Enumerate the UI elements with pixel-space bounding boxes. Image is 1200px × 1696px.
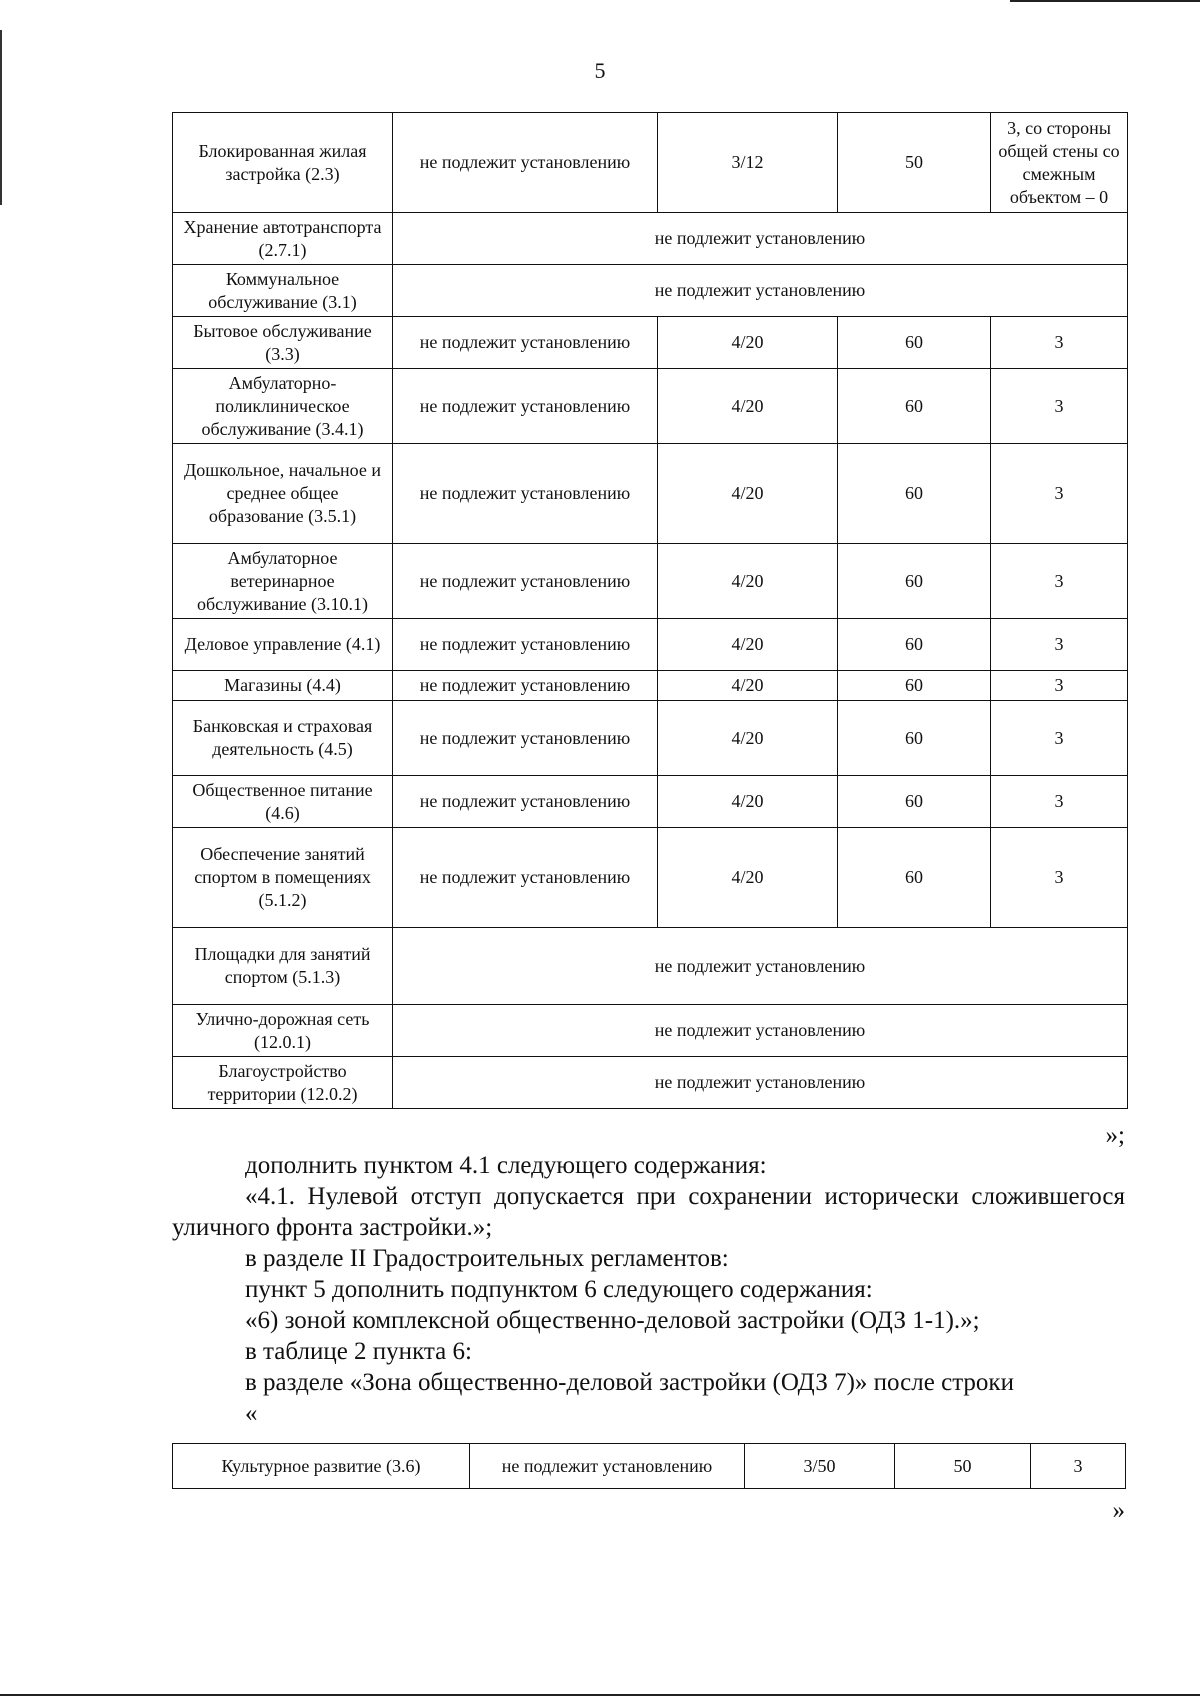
cell-name: Культурное развитие (3.6) [173, 1444, 470, 1489]
cell-value: 3 [1031, 1444, 1126, 1489]
cell-value: не подлежит установлению [393, 776, 658, 828]
cell-value: 3 [991, 828, 1128, 928]
cell-value: 4/20 [658, 701, 838, 776]
cell-value: 3 [991, 369, 1128, 444]
cell-value: 3, со стороны общей стены со смежным объектом – 0 [991, 113, 1128, 213]
table-row [173, 444, 1128, 544]
cell-value: не подлежит установлению [393, 317, 658, 369]
cell-value: 60 [838, 776, 991, 828]
cell-value: не подлежит установлению [393, 1057, 1128, 1109]
cell-name: Общественное питание (4.6) [173, 776, 393, 828]
cell-value: не подлежит установлению [393, 671, 658, 701]
scan-edge-left [0, 30, 2, 205]
cell-name: Амбулаторное ветеринарное обслуживание (3.10.1) [173, 544, 393, 619]
cell-value: 4/20 [658, 317, 838, 369]
table-row [173, 369, 1128, 444]
scan-edge-top-right [1010, 0, 1200, 2]
cell-name: Дошкольное, начальное и среднее общее образование (3.5.1) [173, 444, 393, 544]
cell-value: не подлежит установлению [393, 265, 1128, 317]
cell-value: 4/20 [658, 776, 838, 828]
cell-value: 60 [838, 369, 991, 444]
cell-value: 60 [838, 544, 991, 619]
cell-value: не подлежит установлению [393, 544, 658, 619]
table-row [173, 213, 1128, 265]
paragraph: в разделе II Градостроительных регламентов: [245, 1245, 729, 1272]
cell-value: не подлежит установлению [393, 369, 658, 444]
cell-value: 60 [838, 701, 991, 776]
table-row [173, 113, 1128, 213]
cell-value: 60 [838, 317, 991, 369]
table-row [173, 265, 1128, 317]
cell-value: 3/12 [658, 113, 838, 213]
table-row [173, 1005, 1128, 1057]
table-row [173, 1057, 1128, 1109]
text-block-close [172, 1120, 1125, 1151]
paragraph: дополнить пунктом 4.1 следующего содержания: [245, 1152, 767, 1179]
cell-value: 3 [991, 671, 1128, 701]
cell-value: не подлежит установлению [393, 444, 658, 544]
page-number: 5 [594, 58, 606, 83]
paragraph: «6) зоной комплексной общественно-деловой застройки (ОДЗ 1-1).»; [245, 1307, 980, 1334]
cell-value: 4/20 [658, 369, 838, 444]
opening-quote: « [245, 1400, 258, 1427]
cell-value: 4/20 [658, 444, 838, 544]
table-row [173, 671, 1128, 701]
cell-value: 3 [991, 544, 1128, 619]
cell-value: не подлежит установлению [393, 213, 1128, 265]
cell-name: Хранение автотранспорта (2.7.1) [173, 213, 393, 265]
table-row [173, 701, 1128, 776]
cell-value: не подлежит установлению [393, 113, 658, 213]
cell-value: 60 [838, 671, 991, 701]
regulations-table [172, 112, 1128, 1109]
table-row [173, 828, 1128, 928]
cell-name: Амбулаторно-поликлиническое обслуживание (3.4.1) [173, 369, 393, 444]
inserted-row-table [172, 1443, 1126, 1489]
paragraph: в разделе «Зона общественно-деловой застройки (ОДЗ 7)» после строки [245, 1369, 1014, 1396]
cell-value: не подлежит установлению [470, 1444, 745, 1489]
cell-value: 60 [838, 444, 991, 544]
cell-name: Коммунальное обслуживание (3.1) [173, 265, 393, 317]
cell-value: 60 [838, 828, 991, 928]
cell-value: не подлежит установлению [393, 928, 1128, 1005]
closing-quote: »; [1105, 1122, 1125, 1149]
table-row [173, 776, 1128, 828]
amendment-text [172, 1150, 1125, 1429]
cell-value: 3 [991, 317, 1128, 369]
cell-value: 50 [838, 113, 991, 213]
cell-value: 4/20 [658, 544, 838, 619]
cell-value: не подлежит установлению [393, 619, 658, 671]
cell-name: Блокированная жилая застройка (2.3) [173, 113, 393, 213]
cell-value: 4/20 [658, 619, 838, 671]
cell-value: 4/20 [658, 671, 838, 701]
text-block-end [172, 1495, 1125, 1526]
cell-name: Обеспечение занятий спортом в помещениях (5.1.2) [173, 828, 393, 928]
cell-value: 3 [991, 619, 1128, 671]
cell-value: 60 [838, 619, 991, 671]
paragraph: «4.1. Нулевой отступ допускается при сохранении исторически сложившегося уличного фронта застройки.»; [172, 1183, 1125, 1241]
cell-name: Банковская и страховая деятельность (4.5) [173, 701, 393, 776]
cell-value: 50 [895, 1444, 1031, 1489]
cell-name: Улично-дорожная сеть (12.0.1) [173, 1005, 393, 1057]
cell-value: 3/50 [745, 1444, 895, 1489]
cell-value: не подлежит установлению [393, 701, 658, 776]
cell-name: Площадки для занятий спортом (5.1.3) [173, 928, 393, 1005]
cell-name: Бытовое обслуживание (3.3) [173, 317, 393, 369]
cell-value: 3 [991, 444, 1128, 544]
table-row [173, 619, 1128, 671]
cell-value: не подлежит установлению [393, 828, 658, 928]
paragraph: в таблице 2 пункта 6: [245, 1338, 472, 1365]
cell-name: Деловое управление (4.1) [173, 619, 393, 671]
end-quote: » [1112, 1497, 1125, 1524]
table-row [173, 928, 1128, 1005]
table-row [173, 544, 1128, 619]
cell-value: не подлежит установлению [393, 1005, 1128, 1057]
table-row [173, 317, 1128, 369]
table-row [173, 1444, 1126, 1489]
paragraph: пункт 5 дополнить подпунктом 6 следующего содержания: [245, 1276, 873, 1303]
cell-value: 3 [991, 776, 1128, 828]
cell-name: Магазины (4.4) [173, 671, 393, 701]
cell-value: 3 [991, 701, 1128, 776]
cell-value: 4/20 [658, 828, 838, 928]
cell-name: Благоустройство территории (12.0.2) [173, 1057, 393, 1109]
